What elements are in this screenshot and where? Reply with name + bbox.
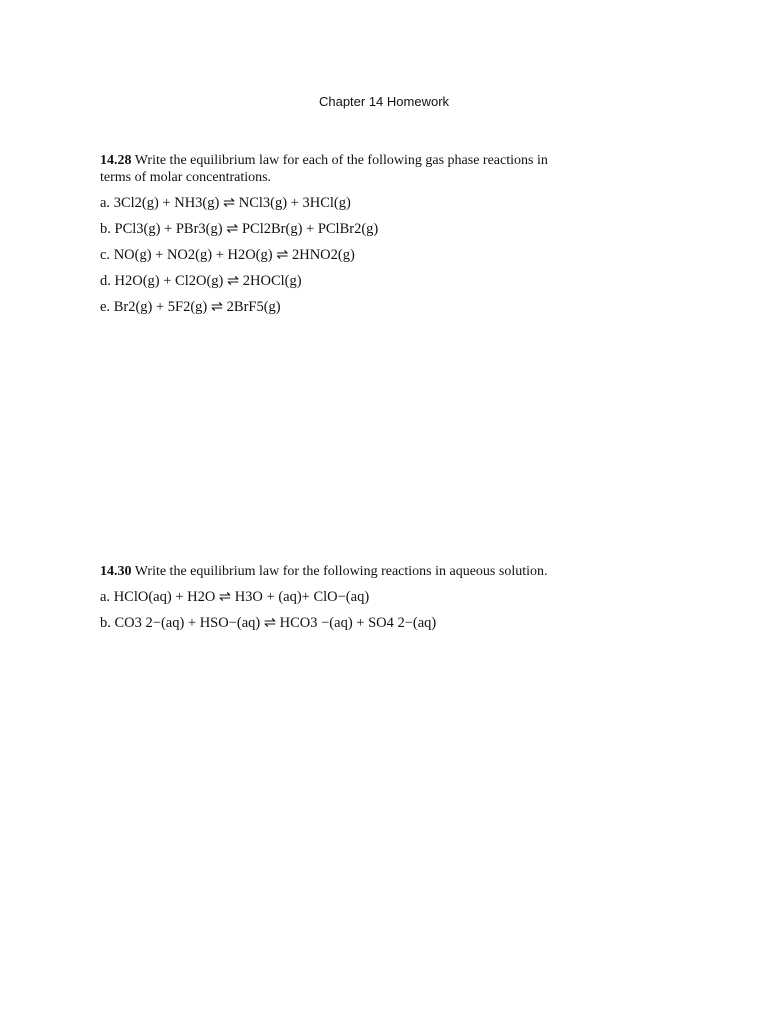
reaction-equation: 3Cl2(g) + NH3(g) ⇌ NCl3(g) + 3HCl(g) (113, 195, 351, 211)
page-title: Chapter 14 Homework (318, 94, 450, 109)
reaction-label: a. (100, 195, 111, 211)
problem-prompt (100, 152, 580, 186)
reaction-equation: H2O(g) + Cl2O(g) ⇌ 2HOCl(g) (114, 273, 302, 289)
reaction-d (100, 268, 580, 294)
problem-text: Write the equilibrium law for each of the following gas phase reactions in terms of molar concentrations. (100, 153, 548, 185)
problem-text: Write the equilibrium law for the following reactions in aqueous solution. (134, 564, 548, 579)
reaction-a (100, 584, 580, 610)
reaction-label: b. (100, 221, 111, 237)
problem-prompt (100, 563, 580, 580)
problem-number: 14.30 (100, 564, 132, 579)
reaction-b (100, 216, 580, 242)
reaction-b (100, 610, 580, 636)
reaction-label: d. (100, 273, 111, 289)
problem-14-28 (100, 152, 580, 320)
reaction-a (100, 190, 580, 216)
reaction-e (100, 294, 580, 320)
reaction-c (100, 242, 580, 268)
reaction-equation: CO3 2−(aq) + HSO−(aq) ⇌ HCO3 −(aq) + SO4 2−(aq) (114, 615, 437, 631)
problem-14-30 (100, 563, 580, 636)
reaction-label: b. (100, 615, 111, 631)
problem-number: 14.28 (100, 153, 132, 168)
reaction-equation: NO(g) + NO2(g) + H2O(g) ⇌ 2HNO2(g) (113, 247, 355, 263)
reaction-equation: PCl3(g) + PBr3(g) ⇌ PCl2Br(g) + PClBr2(g) (114, 221, 379, 237)
reaction-label: a. (100, 589, 111, 605)
reaction-equation: HClO(aq) + H2O ⇌ H3O + (aq)+ ClO−(aq) (113, 589, 370, 605)
reaction-label: e. (100, 299, 111, 315)
reaction-label: c. (100, 247, 111, 263)
reaction-equation: Br2(g) + 5F2(g) ⇌ 2BrF5(g) (113, 299, 281, 315)
